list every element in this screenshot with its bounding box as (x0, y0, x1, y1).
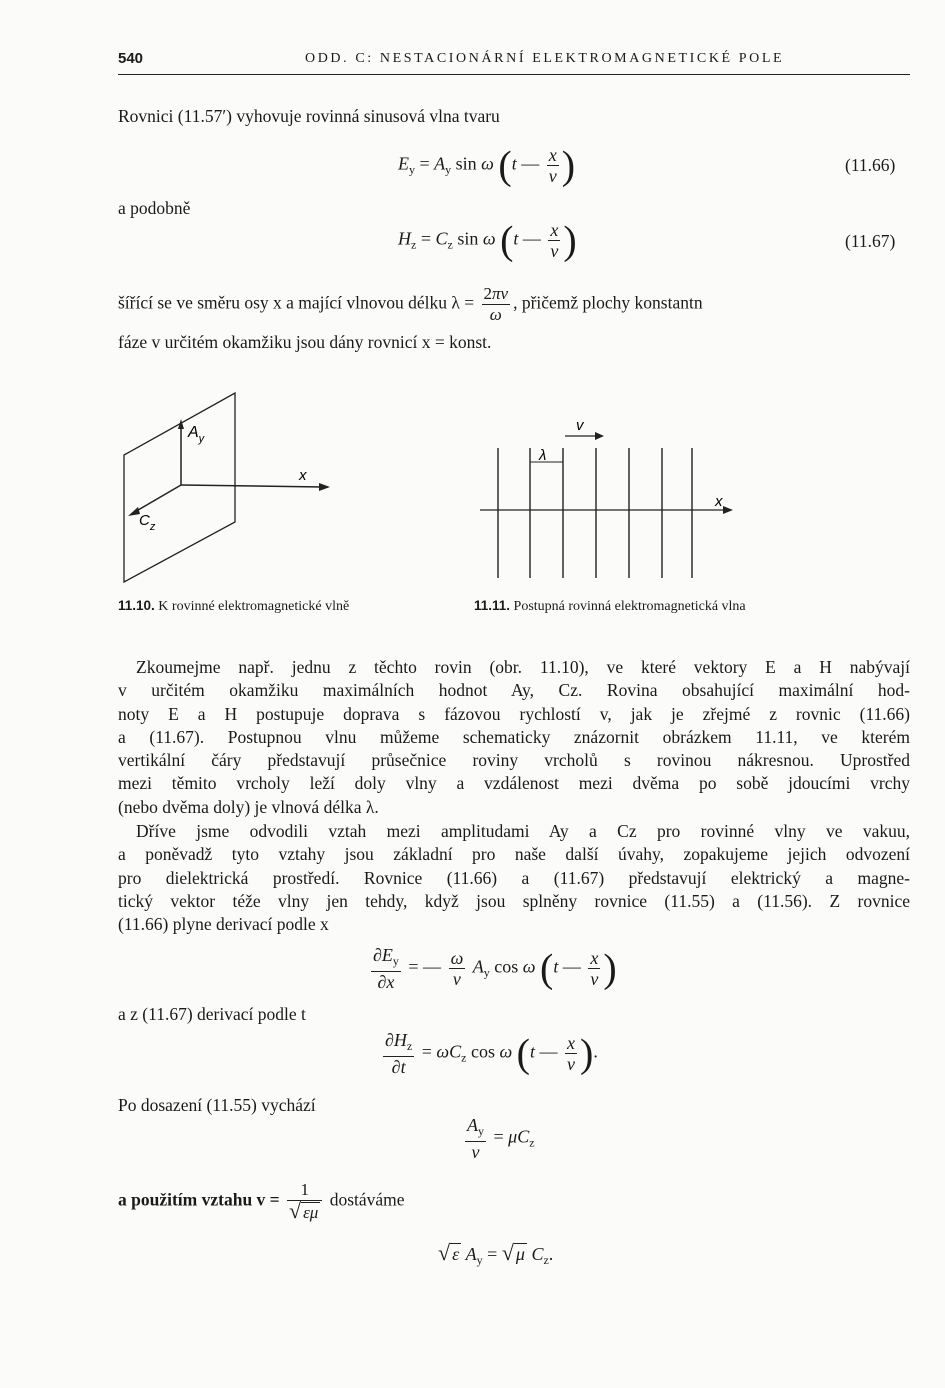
caption-11-11 (474, 598, 746, 615)
wavelength-line: šířící se ve směru osy x a mající vlnovou délku λ = $\frac{2\pi v}{\omega}$ , přičemž plochy konstantn (118, 284, 703, 324)
wave-plane (124, 393, 235, 582)
equation-dEy-dx: $\frac{\partial E_y}{\partial x}$ = — $\frac{\omega}{v}$ $A_y$ cos ω (t — $\frac{x}{v}$ ) (373, 945, 617, 992)
paragraph-1 (118, 656, 910, 819)
text-line: Po dosazení (11.55) vychází (118, 1095, 316, 1115)
arrow-head (723, 506, 733, 514)
text-line: a z (11.67) derivací podle t (118, 1004, 306, 1024)
cz-vector (133, 485, 181, 513)
label-x: x (715, 493, 723, 510)
x-axis (181, 485, 323, 487)
arrow-head (595, 432, 604, 440)
equation-11-67: $H_z = C_z$ sin ω (t — $\frac{x}{v}$ ) (398, 217, 577, 263)
text-line: a (11.67). Postupnou vlnu můžeme schematicky znázornit obrázkem 11.11, ve kterém (118, 726, 910, 747)
crest-lines (498, 448, 692, 578)
header-rule (118, 74, 910, 75)
arrow-head (319, 483, 330, 491)
text-line: a poněvadž tyto vztahy jsou základní pro naše další úvahy, zopakujeme jejich odvození (118, 844, 910, 865)
caption-number: 11.11. (474, 598, 511, 613)
paragraph-2 (118, 820, 910, 936)
text-line: mezi těmito vrcholy leží doly vlny a vzdálenost mezi dvěma po sobě jdoucími vrchy (118, 773, 910, 794)
text-line: tický vektor téže vlny jen tehdy, když jsou splněny rovnice (11.55) a (11.56). Z rovnice (118, 890, 910, 911)
text-line: v určitém okamžiku maximálních hodnot Ay, Cz. Rovina obsahující maximální hod- (118, 680, 910, 701)
equation-number: (11.66) (845, 155, 896, 175)
equation-11-66: $E_y = A_y$ sin ω (t — $\frac{x}{v}$ ) (398, 142, 576, 188)
text-line: (11.66) plyne derivací podle x (118, 914, 329, 935)
text-dostavame: dostáváme (329, 1189, 405, 1210)
velocity-line: a použitím vztahu v = $\frac{1}{√ \varepsilon\mu}$ dostáváme (118, 1180, 405, 1223)
wavelength-text-a: šířící se ve směru osy x a mající vlnovou délku λ = (118, 292, 475, 313)
text-line: (nebo dvěma doly) je vlnová délka λ. (118, 796, 379, 817)
equation-final: √ ε $A_y$ = √ μ $C_z$. (438, 1240, 554, 1267)
text-line: Zkoumejme např. jednu z těchto rovin (obr. 11.10), ve které vektory E a H nabývají (136, 657, 910, 677)
running-title: ODD. C: NESTACIONÁRNÍ ELEKTROMAGNETICKÉ POLE (305, 51, 785, 66)
label-v: v (576, 417, 584, 434)
equation-number: (11.67) (845, 231, 896, 251)
caption-number: 11.10. (118, 598, 155, 613)
equation-dHz-dt: $\frac{\partial H_z}{\partial t}$ = $\omega C_z$ cos ω (t — $\frac{x}{v}$ ). (385, 1030, 598, 1077)
caption-text: K rovinné elektromagnetické vlně (158, 599, 350, 614)
text-line: noty E a H postupuje doprava s fázovou rychlostí v, jak je zřejmé z rovnic (11.66) (118, 703, 910, 724)
text-line: pro dielektrická prostředí. Rovnice (11.66) a (11.67) představují elektrický a magne- (118, 867, 910, 888)
text-a-pouzitim: a použitím vztahu v = (118, 1189, 280, 1210)
figure-11-10 (115, 385, 345, 595)
wavelength-text-b: , přičemž plochy konstantn (513, 292, 703, 313)
caption-11-10 (118, 598, 349, 615)
label-x: x (299, 467, 307, 484)
caption-text: Postupná rovinná elektromagnetická vlna (513, 599, 746, 614)
equation-ay-v: $\frac{A_y}{v}$ = $\mu C_z$ (467, 1115, 535, 1162)
label-ay: $A_y$ (188, 424, 205, 445)
phase-line: fáze v určitém okamžiku jsou dány rovnicí x = konst. (118, 332, 492, 352)
label-lambda: λ (539, 447, 547, 464)
page-number: 540 (118, 50, 144, 67)
text-line: vertikální čáry představují průsečnice roviny vrcholů s rovinou nákresnou. Uprostřed (118, 750, 910, 771)
a-podobne: a podobně (118, 198, 191, 218)
label-cz: $C_z$ (139, 512, 156, 533)
text-line: Dříve jsme odvodili vztah mezi amplitudami Ay a Cz pro rovinné vlny ve vakuu, (136, 821, 910, 841)
figure-11-11 (470, 410, 740, 585)
intro-line: Rovnici (11.57′) vyhovuje rovinná sinusová vlna tvaru (118, 106, 500, 126)
